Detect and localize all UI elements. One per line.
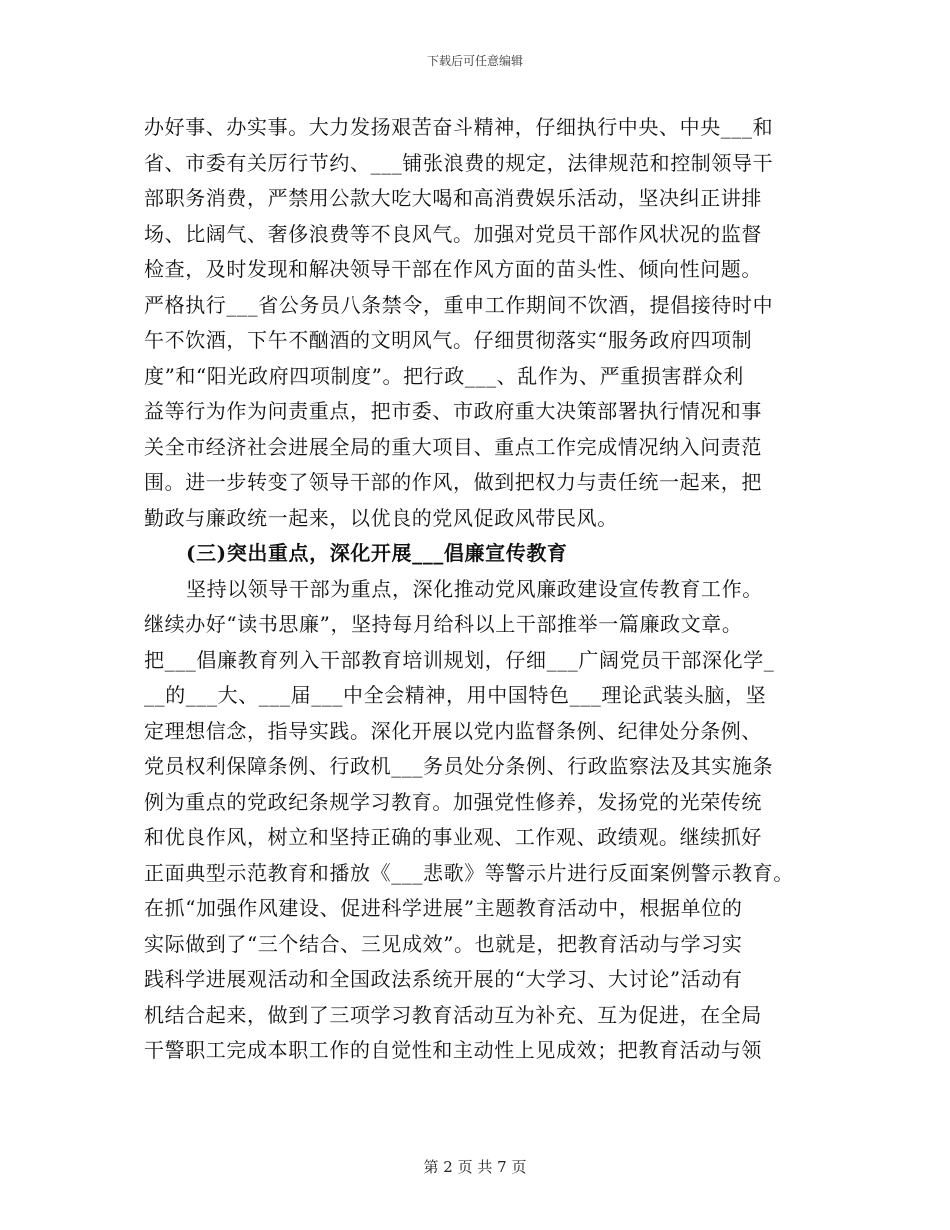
paragraph-line: 干警职工完成本职工作的自觉性和主动性上见成效；把教育活动与领 bbox=[144, 1038, 762, 1062]
page-header-note: 下载后可任意编辑 bbox=[426, 54, 523, 68]
paragraph-line: 党员权利保障条例、行政机___务员处分条例、行政监察法及其实施条 bbox=[144, 754, 774, 778]
paragraph-line: 场、比阔气、奢侈浪费等不良风气。加强对党员干部作风状况的监督 bbox=[144, 221, 762, 246]
page-number: 第 2 页 共 7 页 bbox=[423, 1158, 527, 1176]
document-body bbox=[144, 110, 824, 1069]
paragraph-line: 坚持以领导干部为重点，深化推动党风廉政建设宣传教育工作。 bbox=[186, 576, 763, 601]
paragraph-line: 践科学进展观活动和全国政法系统开展的“大学习、大讨论”活动有 bbox=[144, 967, 743, 991]
paragraph-line: 勤政与廉政统一起来，以优良的党风促政风带民风。 bbox=[144, 505, 618, 530]
paragraph-line: __的___大、___届___中全会精神，用中国特色___理论武装头脑，坚 bbox=[144, 683, 767, 707]
paragraph-line: 围。进一步转变了领导干部的作风，做到把权力与责任统一起来，把 bbox=[144, 470, 762, 494]
paragraph-line: 办好事、办实事。大力发扬艰苦奋斗精神，仔细执行中央、中央___和 bbox=[144, 115, 774, 139]
paragraph-line: 正面典型示范教育和播放《___悲歌》等警示片进行反面案例警示教育。 bbox=[144, 860, 794, 885]
paragraph-line: 和优良作风，树立和坚持正确的事业观、工作观、政绩观。继续抓好 bbox=[144, 825, 762, 849]
paragraph-line: 例为重点的党政纪条规学习教育。加强党性修养，发扬党的光荣传统 bbox=[144, 789, 762, 814]
paragraph-line: 省、市委有关厉行节约、___铺张浪费的规定，法律规范和控制领导干 bbox=[144, 150, 774, 175]
paragraph-line: 把___倡廉教育列入干部教育培训规划，仔细___广阔党员干部深化学_ bbox=[144, 647, 775, 672]
paragraph-line: 机结合起来，做到了三项学习教育活动互为补充、互为促进，在全局 bbox=[144, 1002, 762, 1027]
paragraph-line: 部职务消费，严禁用公款大吃大喝和高消费娱乐活动，坚决纠正讲排 bbox=[144, 186, 762, 210]
paragraph-line: 检查，及时发现和解决领导干部在作风方面的苗头性、倾向性问题。 bbox=[144, 257, 762, 281]
paragraph-line: 关全市经济社会进展全局的重大项目、重点工作完成情况纳入问责范 bbox=[144, 434, 762, 459]
paragraph-line: 在抓“加强作风建设、促进科学进展”主题教育活动中，根据单位的 bbox=[144, 896, 743, 920]
paragraph-line: 继续办好“读书思廉”，坚持每月给科以上干部推举一篇廉政文章。 bbox=[144, 612, 743, 636]
paragraph-line: 定理想信念，指导实践。深化开展以党内监督条例、纪律处分条例、 bbox=[144, 718, 762, 743]
section-heading: (三)突出重点，深化开展___倡廉宣传教育 bbox=[186, 541, 568, 565]
paragraph-line: 午不饮酒，下午不酗酒的文明风气。仔细贯彻落实“服务政府四项制 bbox=[144, 328, 753, 352]
paragraph-line: 益等行为作为问责重点，把市委、市政府重大决策部署执行情况和事 bbox=[144, 399, 762, 423]
paragraph-line: 度”和“阳光政府四项制度”。把行政___、乱作为、严重损害群众利 bbox=[144, 363, 744, 388]
paragraph-line: 实际做到了“三个结合、三见成效”。也就是，把教育活动与学习实 bbox=[144, 931, 743, 956]
paragraph-line: 严格执行___省公务员八条禁令，重申工作期间不饮酒，提倡接待时中 bbox=[144, 292, 774, 317]
